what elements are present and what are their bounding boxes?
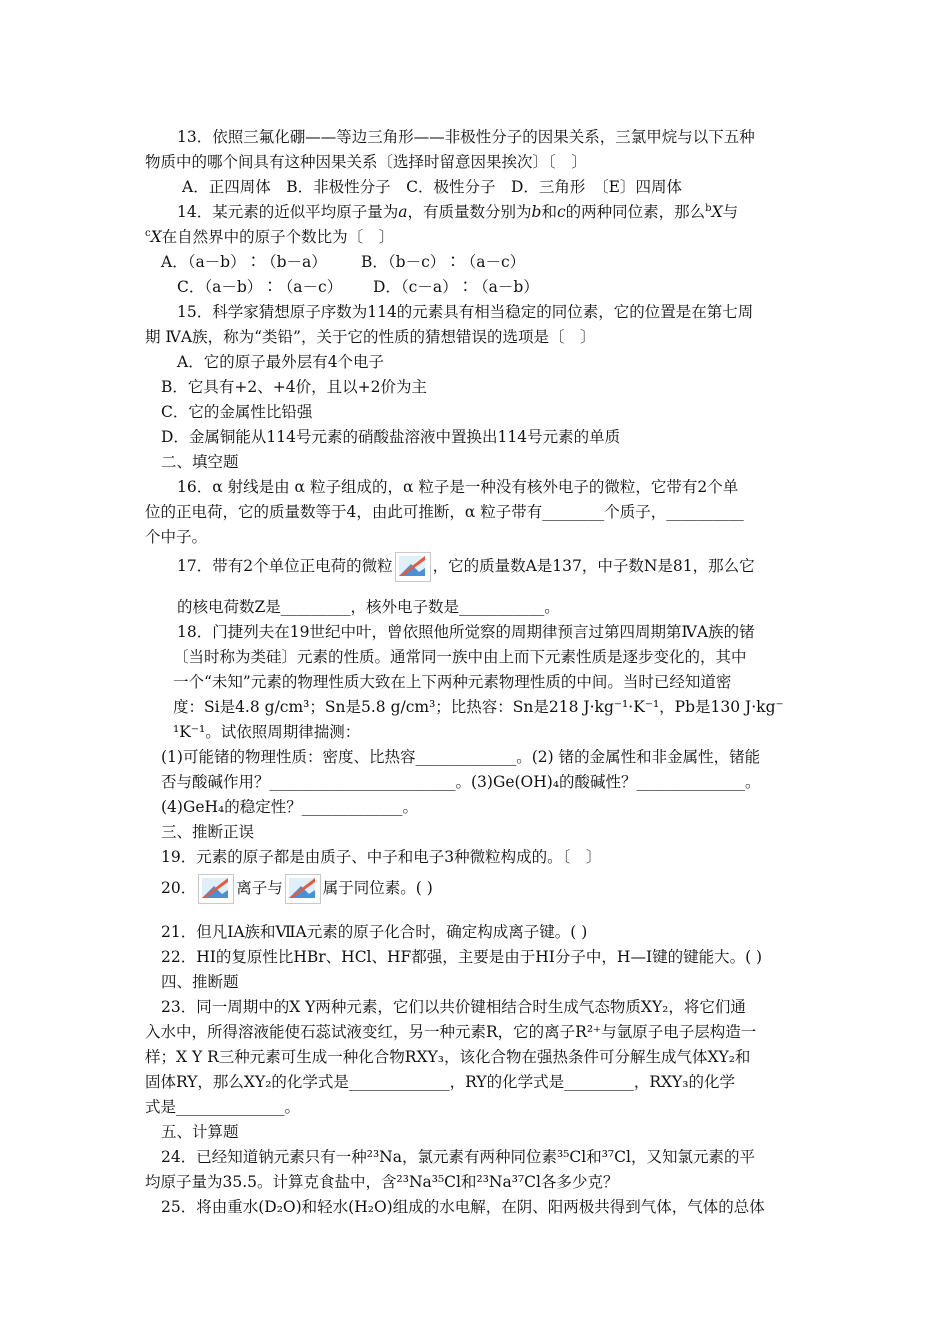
- q20-text: 20．: [161, 879, 197, 897]
- q20-text: 属于同位素。( ): [322, 879, 433, 897]
- q14-option-a: A．（a－b）∶（b－a）: [161, 253, 327, 271]
- q14-text: 和: [541, 203, 557, 221]
- q14-option-d: D．（c－a）∶（a－b）: [373, 278, 539, 296]
- q20-text: 离子与: [236, 879, 283, 897]
- q14-var-x: X: [711, 203, 723, 221]
- q18-line6: (1)可能锗的物理性质：密度、比热容_____________。(2) 锗的金属性和非金属性，锗能: [161, 748, 761, 766]
- q14-var-c: c: [556, 203, 566, 221]
- section-heading-fill-blank: 二、填空题: [161, 453, 239, 471]
- q15-line1: 15．科学家猜想原子序数为114的元素具有相当稳定的同位素，它的位置是在第七周: [177, 303, 754, 321]
- q13-line1: 13．依照三氟化硼——等边三角形——非极性分子的因果关系，三氯甲烷与以下五种: [177, 128, 755, 146]
- q23-line1: 23．同一周期中的X Y两种元素，它们以共价键相结合时生成气态物质XY₂，将它们通: [161, 998, 746, 1016]
- q18-line4: 度：Si是4.8 g/cm³；Sn是5.8 g/cm³；比热容：Sn是218 J·kg⁻¹·K⁻¹，Pb是130 J·kg⁻: [173, 698, 784, 716]
- broken-image-icon: [198, 874, 234, 904]
- q23-line2: 入水中，所得溶液能使石蕊试液变红，另一种元素R，它的离子R²⁺与氩原子电子层构造一: [145, 1023, 757, 1041]
- q16-line2: 位的正电荷，它的质量数等于4，由此可推断，α 粒子带有________个质子，__________: [145, 503, 744, 521]
- q14-text: 在自然界中的原子个数比为〔 〕: [161, 228, 395, 246]
- section-heading-calculation: 五、计算题: [161, 1123, 239, 1141]
- q14-text: 的两种同位素，那么: [565, 203, 706, 221]
- q18-line2: 〔当时称为类硅〕元素的性质。通常同一族中由上而下元素性质是逐步变化的，其中: [173, 648, 747, 666]
- q15-option-a: A．它的原子最外层有4个电子: [177, 353, 385, 371]
- section-heading-inference: 四、推断题: [161, 973, 239, 991]
- q13-line2: 物质中的哪个间具有这种因果关系〔选择时留意因果挨次〕〔 〕: [145, 153, 587, 171]
- q14-sup-b: b: [705, 202, 712, 214]
- q15-option-c: C．它的金属性比铅强: [161, 403, 313, 421]
- q14-option-c: C．（a－b）∶（a－c）: [177, 278, 343, 296]
- q20: [161, 874, 433, 904]
- q18-line3: 一个“未知”元素的物理性质大致在上下两种元素物理性质的中间。当时已经知道密: [173, 673, 732, 691]
- q14-sup-c: c: [145, 227, 151, 239]
- q15-line2: 期 ⅣA族，称为“类铅”，关于它的性质的猜想错误的选项是〔 〕: [145, 328, 596, 346]
- q17-text: 17．带有2个单位正电荷的微粒: [177, 557, 393, 575]
- q14-text: 14．某元素的近似平均原子量为: [177, 203, 399, 221]
- q14-var-a: a: [398, 203, 408, 221]
- q17-line1: [177, 552, 755, 582]
- q14-var-x: X: [150, 228, 162, 246]
- q18-line5: ¹K⁻¹。试依照周期律揣测：: [173, 723, 361, 741]
- q14-text: ，有质量数分别为: [407, 203, 532, 221]
- q22: 22．HI的复原性比HBr、HCl、HF都强，主要是由于HI分子中，H—I键的键能大。( ): [161, 948, 763, 966]
- q23-line5: 式是______________。: [145, 1098, 301, 1116]
- section-heading-true-false: 三、推断正误: [161, 823, 255, 841]
- q15-option-d: D．金属铜能从114号元素的硝酸盐溶液中置换出114号元素的单质: [161, 428, 621, 446]
- broken-image-icon: [395, 552, 431, 582]
- q13-options: A．正四周体 B．非极性分子 C．极性分子 D．三角形 〔E〕四周体: [182, 178, 682, 196]
- q14-var-b: b: [531, 203, 542, 221]
- q18-line1: 18．门捷列夫在19世纪中叶，曾依照他所觉察的周期律预言过第四周期第ⅣA族的锗: [177, 623, 755, 641]
- q23-line4: 固体RY，那么XY₂的化学式是_____________，RY的化学式是_________，RXY₃的化学: [145, 1073, 735, 1091]
- q15-option-b: B．它具有+2、+4价，且以+2价为主: [161, 378, 427, 396]
- q14-line2: [145, 227, 394, 247]
- q24-line2: 均原子量为35.5。计算克食盐中，含²³Na³⁵Cl和²³Na³⁷Cl各多少克？: [145, 1173, 619, 1191]
- q16-line1: 16．α 射线是由 α 粒子组成的，α 粒子是一种没有核外电子的微粒，它带有2个单: [177, 478, 739, 496]
- q25-line1: 25．将由重水(D₂O)和轻水(H₂O)组成的水电解，在阴、阳两极共得到气体，气体的总体: [161, 1198, 765, 1216]
- q24-line1: 24．已经知道钠元素只有一种²³Na，氯元素有两种同位素³⁵Cl和³⁷Cl，又知氯元素的平: [161, 1148, 755, 1166]
- broken-image-icon: [285, 874, 321, 904]
- q16-line3: 个中子。: [145, 528, 208, 546]
- q18-line7: 否与酸碱作用？________________________。(3)Ge(OH)₄的酸碱性？______________。: [161, 773, 761, 791]
- q21: 21．但凡ⅠA族和ⅦA元素的原子化合时，确定构成离子键。( ): [161, 923, 588, 941]
- q14-option-b: B．（b－c）∶（a－c）: [361, 253, 526, 271]
- q14-text: 与: [722, 203, 739, 221]
- q19: 19．元素的原子都是由质子、中子和电子3种微粒构成的。〔 〕: [161, 848, 602, 866]
- q14-line1: [177, 202, 738, 222]
- q17-text: ，它的质量数A是137，中子数N是81，那么它: [432, 557, 755, 575]
- q18-line8: (4)GeH₄的稳定性？_____________。: [161, 798, 418, 816]
- q17-line2: 的核电荷数Z是_________，核外电子数是___________。: [177, 598, 560, 616]
- q23-line3: 样；X Y R三种元素可生成一种化合物RXY₃，该化合物在强热条件可分解生成气体XY₂和: [145, 1048, 751, 1066]
